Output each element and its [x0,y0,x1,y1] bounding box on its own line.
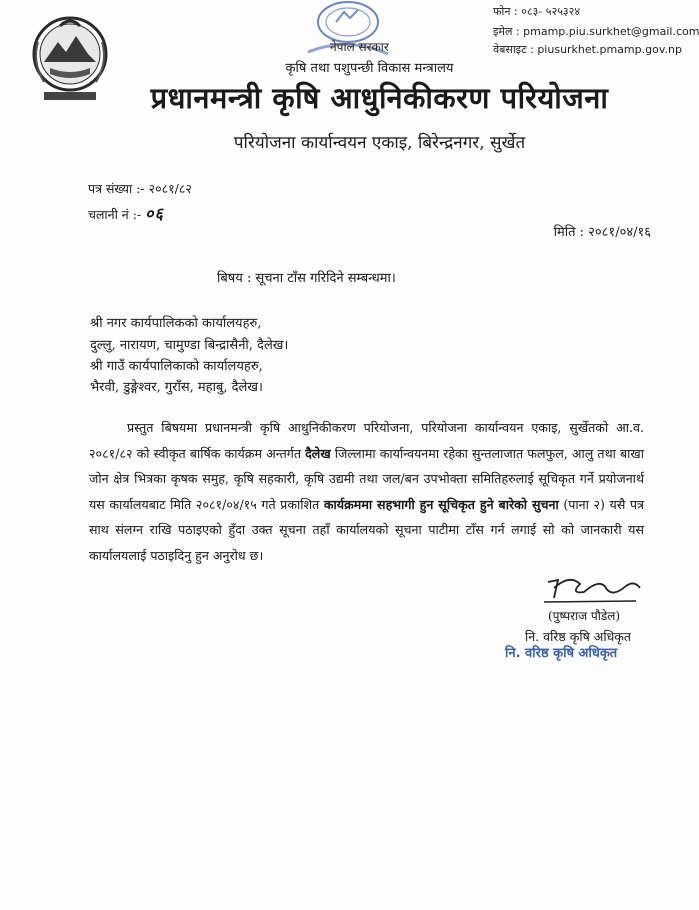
signatory-name: (पुष्पराज पौडेल) [548,609,621,623]
letter-date: मिति : २०८१/०४/१६ [553,225,651,240]
dispatch-number-label: चलानी नं :- [88,207,142,222]
office-address: परियोजना कार्यान्वयन एकाइ, बिरेन्द्रनगर, सुर्खेत [233,133,526,153]
email-address: इमेल : pmamp.piu.surkhet@gmail.com [493,25,699,38]
body-text: (पाना २) यसै पत्र साथ संलग्न राखि पठाइएको हुँदा उक्त सूचना तहाँ कार्यालयको सूचना पाटीमा टाँस गर्न लगाई सो को जानकारी यस कार्यालयलाई पठाइदिनु हुन अनुरोध छ। [89,496,645,563]
dispatch-number [88,202,164,224]
project-title: प्रधानमन्त्री कृषि आधुनिकीकरण परियोजना [150,81,609,115]
addressee-line: श्री नगर कार्यपालिकको कार्यालयहरु, [90,316,262,331]
ministry-name: कृषि तथा पशुपन्छी विकास मन्त्रालय [285,61,454,76]
dispatch-number-value: ०६ [145,204,164,223]
signatory-stamp: नि. वरिष्ठ कृषि अधिकृत [505,646,618,661]
letter-number-label: पत्र संख्या :- [88,181,145,196]
subject-line: बिषय : सूचना टाँस गरिदिने सम्बन्धमा। [217,271,396,286]
district-name: दैलेख [305,445,331,461]
addressee-line: दुल्लु, नारायण, चामुण्डा बिन्द्रासैनी, दैलेख। [90,338,289,353]
addressee-line: श्री गाउँ कार्यपालिकाको कार्यालयहरु, [90,359,263,374]
signatory-title: नि. वरिष्ठ कृषि अधिकृत [525,629,631,644]
government-name: नेपाल सरकार [330,40,389,54]
notice-title: कार्यक्रममा सहभागी हुन सूचिकृत हुने बारेको सुचना [323,496,559,512]
website-address: वेबसाइट : piusurkhet.pmamp.gov.np [493,43,682,56]
addressee-line: भैरवी, डुङ्गेश्वर, गुराँस, महाबु, दैलेख। [90,380,263,395]
letter-number-value: २०८१/८२ [148,181,192,196]
letter-body [89,415,644,568]
body-text: प्रस्तुत बिषयमा प्रधानमन्त्री कृषि आधुनिकीकरण परियोजना, परियोजना कार्यान्वयन एकाइ, सुर्खेतको आ.व. २०८१/८२ को स्वीकृत बार्षिक कार्यक्रम अन्तर्गत [89,420,644,461]
letter-number [88,180,192,197]
phone-number: फोन : ०८३- ५२५३२४ [493,5,581,18]
body-text: जिल्लामा कार्यान्वयनमा रहेका सुन्तलाजात फलफुल, आलु तथा बाखा जोन क्षेत्र भित्रका कृषक समुह, कृषि सहकारी, कृषि उद्यमी तथा जल/बन उपभोक्ता समितिहरुलाई सूचिकृत गर्ने प्रयोजनार्थ यस कार्यालयबाट मिति २०८१/०४/१५ गते प्रकाशित [89,445,644,512]
